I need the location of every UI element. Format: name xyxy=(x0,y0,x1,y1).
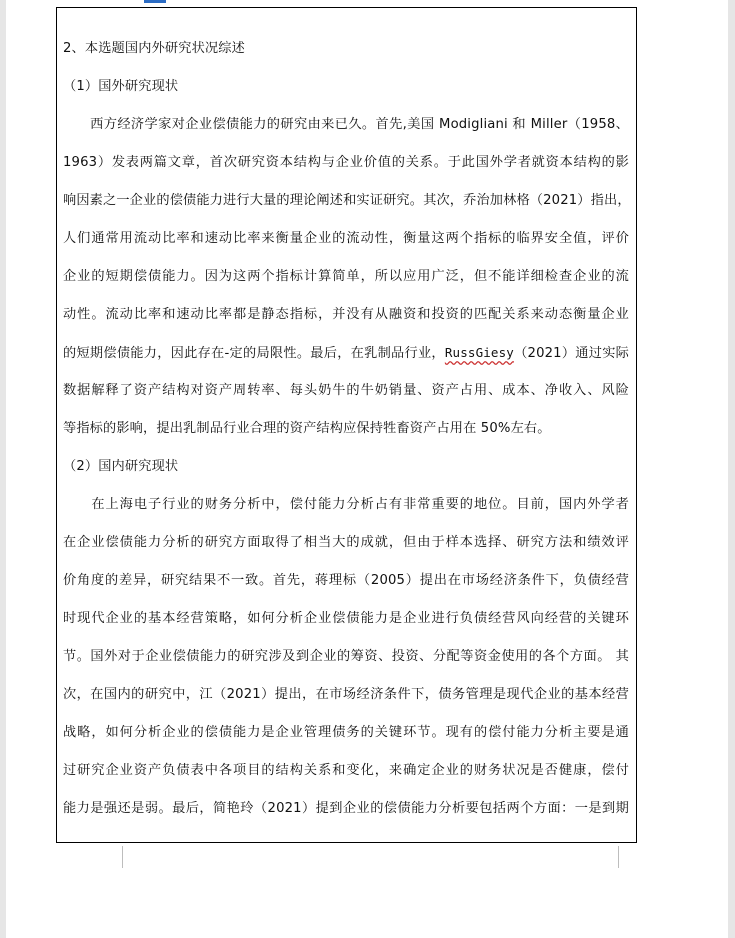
paragraph-line: 人们通常用流动比率和速动比率来衡量企业的流动性，衡量这两个指标的临界安全值，评价 xyxy=(63,231,629,246)
spellcheck-flagged-name[interactable]: RussGiesy xyxy=(444,345,514,360)
paragraph-line: 价角度的差异，研究结果不一致。首先，蒋理标（2005）提出在市场经济条件下，负债经营 xyxy=(63,573,629,588)
paragraph-line: 战略，如何分析企业的偿债能力是企业管理债务的关键环节。现有的偿付能力分析主要是通 xyxy=(63,725,629,740)
paragraph-line: 次，在国内的研究中，江（2021）提出，在市场经济条件下，债务管理是现代企业的基本经营 xyxy=(63,687,629,702)
paragraph-line-with-name xyxy=(63,334,629,373)
paragraph-line: 在企业偿债能力分析的研究方面取得了相当大的成就，但由于样本选择、研究方法和绩效评 xyxy=(63,535,629,550)
paragraph-line: 过研究企业资产负债表中各项目的结构关系和变化，来确定企业的财务状况是否健康，偿付 xyxy=(63,763,629,778)
heading-foreign-research: （1）国外研究现状 xyxy=(63,79,179,94)
page-corner-mark-left xyxy=(122,846,123,868)
table-cell-frame xyxy=(56,7,637,843)
ruler-marker xyxy=(144,0,166,3)
paragraph-line: 响因素之一企业的偿债能力进行大量的理论阐述和实证研究。其次，乔治加林格（2021）指出， xyxy=(63,193,631,208)
paragraph-line-lead: 的短期偿债能力，因此存在-定的局限性。最后，在乳制品行业， xyxy=(63,346,445,361)
paragraph-line: 1963）发表两篇文章，首次研究资本结构与企业价值的关系。于此国外学者就资本结构的影 xyxy=(63,155,629,170)
paragraph-line: 能力是强还是弱。最后，简艳玲（2021）提到企业的偿债能力分析要包括两个方面：一是到期 xyxy=(63,801,629,816)
paragraph-line-tail: （2021）通过实际 xyxy=(513,346,630,361)
document-page xyxy=(6,0,728,938)
page-corner-mark-right xyxy=(618,846,619,868)
section-title: 2、本选题国内外研究状况综述 xyxy=(63,41,245,56)
paragraph-line: 动性。流动比率和速动比率都是静态指标，并没有从融资和投资的匹配关系来动态衡量企业 xyxy=(63,307,629,322)
paragraph-line: 节。国外对于企业偿债能力的研究涉及到企业的筹资、投资、分配等资金使用的各个方面。 其 xyxy=(63,649,629,664)
paragraph-line: 数据解释了资产结构对资产周转率、每头奶牛的牛奶销量、资产占用、成本、净收入、风险 xyxy=(63,383,629,398)
paragraph-line: 时现代企业的基本经营策略，如何分析企业偿债能力是企业进行负债经营风向经营的关键环 xyxy=(63,611,629,626)
paragraph-line: 企业的短期偿债能力。因为这两个指标计算简单，所以应用广泛，但不能详细检查企业的流 xyxy=(63,269,629,284)
heading-domestic-research: （2）国内研究现状 xyxy=(63,459,179,474)
paragraph-line: 西方经济学家对企业偿债能力的研究由来已久。首先,美国 Modigliani 和 Miller（1958、 xyxy=(63,117,629,132)
paragraph-line: 等指标的影响，提出乳制品行业合理的资产结构应保持牲畜资产占用在 50%左右。 xyxy=(63,421,551,436)
paragraph-line: 在上海电子行业的财务分析中，偿付能力分析占有非常重要的地位。目前，国内外学者 xyxy=(63,497,629,512)
